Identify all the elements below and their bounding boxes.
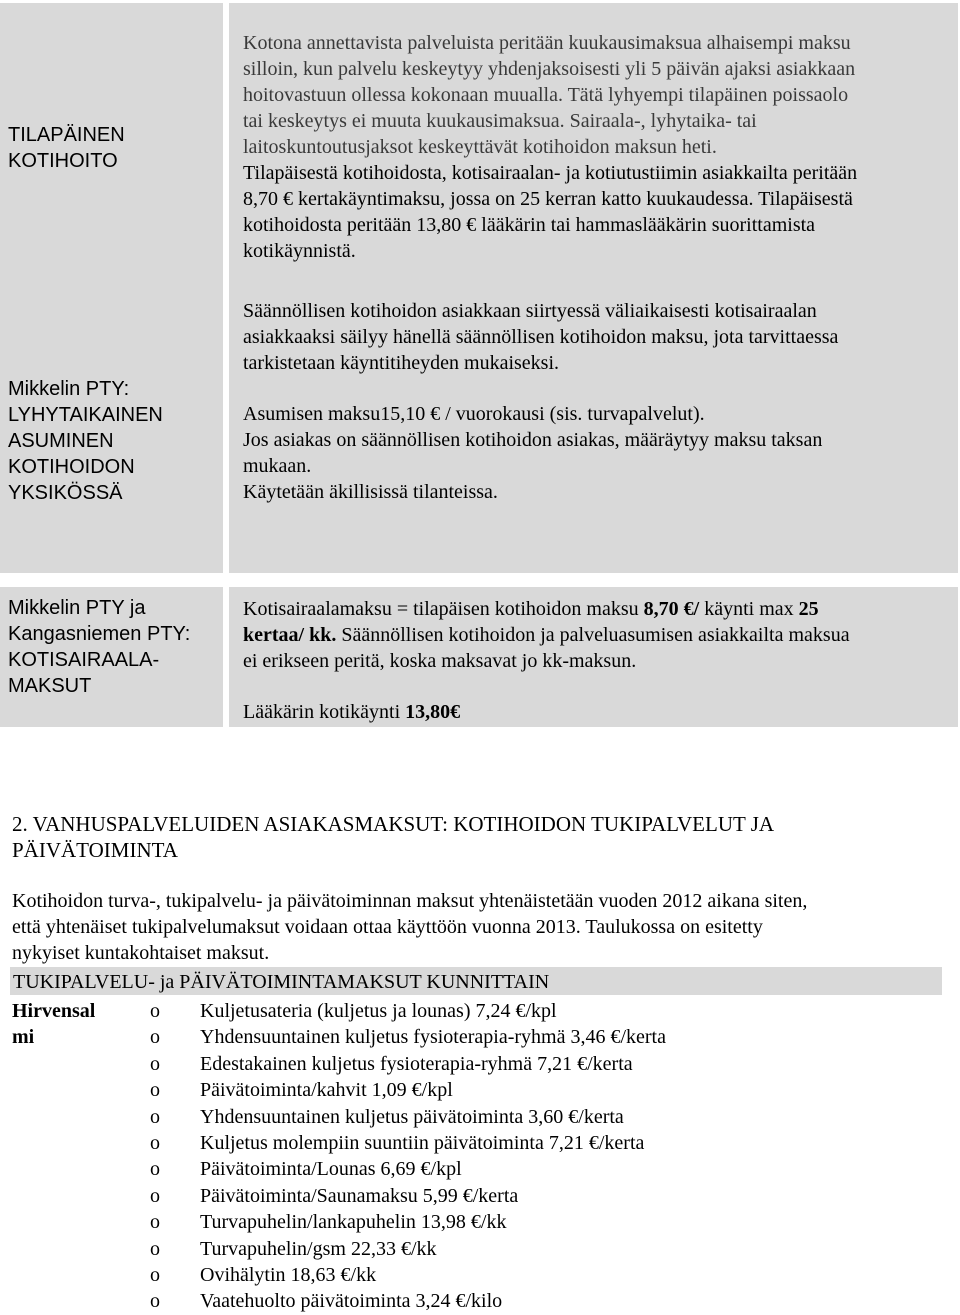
fee-item-text: Päivätoiminta/Saunamaksu 5,99 €/kerta	[200, 1184, 519, 1207]
label-line: Mikkelin PTY ja	[8, 597, 146, 619]
bullet-icon: o	[150, 1290, 160, 1313]
text-span: käynti max	[699, 598, 799, 620]
bullet-icon: o	[150, 1105, 160, 1128]
bold-amount: 8,70 €/	[643, 598, 700, 620]
bold-amount: kertaa/ kk.	[243, 624, 337, 646]
heading-line: PÄIVÄTOIMINTA	[12, 838, 178, 862]
text-line: ei erikseen peritä, koska maksavat jo kk-maksun.	[243, 650, 637, 672]
text-span: Lääkärin kotikäynti	[243, 701, 406, 723]
bullet-icon: o	[150, 1131, 160, 1154]
text-line: tarkistetaan käyntitiheyden mukaiseksi.	[243, 352, 560, 374]
fee-list-item	[130, 1262, 666, 1288]
text-line: Käytetään äkillisissä tilanteissa.	[243, 481, 498, 503]
row-label-cell	[0, 286, 223, 573]
fee-list-item	[130, 998, 666, 1024]
text-line: että yhtenäiset tukipalvelumaksut voidaan ottaa käyttöön vuonna 2013. Taulukossa on esitetty	[12, 916, 763, 938]
municipality-line: mi	[12, 1026, 35, 1048]
text-line: asiakkaaksi säilyy hänellä säännöllisen kotihoidon maksu, jota tarvittaessa	[243, 326, 839, 348]
text-line: hoitovastuun ollessa kokonaan muualla. Tätä lyhyempi tilapäinen poissaolo	[243, 84, 849, 106]
municipality-name	[0, 998, 130, 1315]
fee-list-item	[130, 1288, 666, 1314]
fee-list-item	[130, 1183, 666, 1209]
label-line: KOTIHOITO	[8, 149, 118, 172]
text-line: Jos asiakas on säännöllisen kotihoidon asiakas, määräytyy maksu taksan	[243, 429, 823, 451]
municipality-line: Hirvensal	[12, 1000, 96, 1022]
text-line: nykyiset kuntakohtaiset maksut.	[12, 942, 270, 964]
bold-amount: 13,80€	[405, 701, 461, 723]
bullet-icon: o	[150, 1026, 160, 1049]
municipality-row	[0, 998, 960, 1315]
text-line: laitoskuntoutusjaksot keskeyttävät kotihoidon maksun heti.	[243, 136, 717, 158]
table-row-tilapainen-kotihoito	[0, 3, 960, 286]
fee-item-text: Vaatehuolto päivätoiminta 3,24 €/kilo	[200, 1290, 503, 1313]
fee-item-text: Yhdensuuntainen kuljetus fysioterapia-ryhmä 3,46 €/kerta	[200, 1026, 666, 1049]
text-line	[243, 699, 944, 725]
label-line: Mikkelin PTY:	[8, 378, 130, 400]
bullet-icon: o	[150, 1184, 160, 1207]
text-line: Säännöllisen kotihoidon asiakkaan siirtyessä väliaikaisesti kotisairaalan	[243, 300, 817, 322]
intro-paragraph	[12, 888, 942, 966]
bullet-icon: o	[150, 1263, 160, 1286]
fee-item-text: Päivätoiminta/Lounas 6,69 €/kpl	[200, 1158, 462, 1181]
text-line: Tilapäisestä kotihoidosta, kotisairaalan- ja kotiutustiimin asiakkailta peritään	[243, 162, 858, 184]
text-line: tai keskeytys ei muuta kuukausimaksua. Sairaala-, lyhytaika- tai	[243, 110, 757, 132]
bold-amount: 25	[798, 598, 819, 620]
text-line: Kotona annettavista palveluista peritään kuukausimaksua alhaisempi maksu	[243, 32, 851, 54]
paragraph	[243, 298, 944, 376]
fee-list-item	[130, 1130, 666, 1156]
fee-list-item	[130, 1024, 666, 1050]
fee-item-text: Ovihälytin 18,63 €/kk	[200, 1263, 377, 1286]
text-line: 8,70 € kertakäyntimaksu, jossa on 25 kerran katto kuukaudessa. Tilapäisestä	[243, 188, 853, 210]
fee-list-item	[130, 1236, 666, 1262]
text-line: kotihoidosta peritään 13,80 € lääkärin tai hammaslääkärin suorittamista	[243, 214, 816, 236]
bullet-icon: o	[150, 1211, 160, 1234]
text-line: Kotihoidon turva-, tukipalvelu- ja päivätoiminnan maksut yhtenäistetään vuoden 2012 aikana siten,	[12, 890, 808, 912]
text-line	[243, 596, 944, 622]
row-content-cell	[229, 587, 958, 727]
text-line: kotikäynnistä.	[243, 240, 356, 262]
fee-list	[130, 998, 666, 1315]
label-line: LYHYTAIKAINEN	[8, 404, 163, 426]
text-line: mukaan.	[243, 455, 312, 477]
bullet-icon: o	[150, 1052, 160, 1075]
row-content-cell	[229, 286, 958, 573]
row-label	[8, 122, 125, 174]
fee-item-text: Kuljetus molempiin suuntiin päivätoiminta 7,21 €/kerta	[200, 1131, 645, 1154]
fee-item-text: Päivätoiminta/kahvit 1,09 €/kpl	[200, 1079, 453, 1102]
label-line: YKSIKÖSSÄ	[8, 482, 123, 504]
fee-item-text: Turvapuhelin/gsm 22,33 €/kk	[200, 1237, 437, 1260]
text-line	[243, 622, 944, 648]
table-subheading: TUKIPALVELU- ja PÄIVÄTOIMINTAMAKSUT KUNNITTAIN	[10, 967, 942, 995]
label-line: ASUMINEN	[8, 430, 114, 452]
table-row-kotisairaala-maksut	[0, 587, 960, 727]
text-line: Asumisen maksu15,10 € / vuorokausi (sis. turvapalvelut).	[243, 403, 705, 425]
fee-item-text: Kuljetusateria (kuljetus ja lounas) 7,24 €/kpl	[200, 1000, 557, 1022]
label-line: KOTIHOIDON	[8, 456, 135, 478]
table-row-lyhytaikainen-asuminen	[0, 286, 960, 573]
label-line: MAKSUT	[8, 675, 92, 697]
bullet-icon: o	[150, 1079, 160, 1102]
text-span: Säännöllisen kotihoidon ja palveluasumisen asiakkailta maksua	[336, 624, 850, 646]
fee-list-item	[130, 1104, 666, 1130]
bullet-icon: o	[150, 1237, 160, 1260]
text-line: silloin, kun palvelu keskeytyy yhdenjaksoisesti yli 5 päivän ajaksi asiakkaan	[243, 58, 856, 80]
fee-list-item	[130, 1156, 666, 1182]
label-line: Kangasniemen PTY:	[8, 623, 191, 645]
fee-list-item	[130, 1209, 666, 1235]
fee-item-text: Yhdensuuntainen kuljetus päivätoiminta 3,60 €/kerta	[200, 1105, 624, 1128]
label-line: KOTISAIRAALA-	[8, 649, 160, 671]
text-span: Kotisairaalamaksu = tilapäisen kotihoidon maksu	[243, 598, 644, 620]
bullet-icon: o	[150, 1158, 160, 1181]
paragraph	[243, 160, 944, 264]
fee-item-text: Turvapuhelin/lankapuhelin 13,98 €/kk	[200, 1211, 507, 1234]
row-label-cell	[0, 587, 223, 727]
fee-list-item	[130, 1051, 666, 1077]
fee-item-text: Edestakainen kuljetus fysioterapia-ryhmä 7,21 €/kerta	[200, 1052, 633, 1075]
section-heading	[12, 811, 942, 863]
row-label-cell	[0, 3, 223, 286]
fee-list-item	[130, 1077, 666, 1103]
heading-line: 2. VANHUSPALVELUIDEN ASIAKASMAKSUT: KOTIHOIDON TUKIPALVELUT JA	[12, 812, 775, 836]
row-content-cell	[229, 3, 958, 286]
paragraph	[243, 30, 944, 160]
label-line: TILAPÄINEN	[8, 123, 125, 146]
paragraph	[243, 401, 944, 505]
row-label	[8, 376, 163, 506]
bullet-icon: o	[150, 1000, 160, 1022]
